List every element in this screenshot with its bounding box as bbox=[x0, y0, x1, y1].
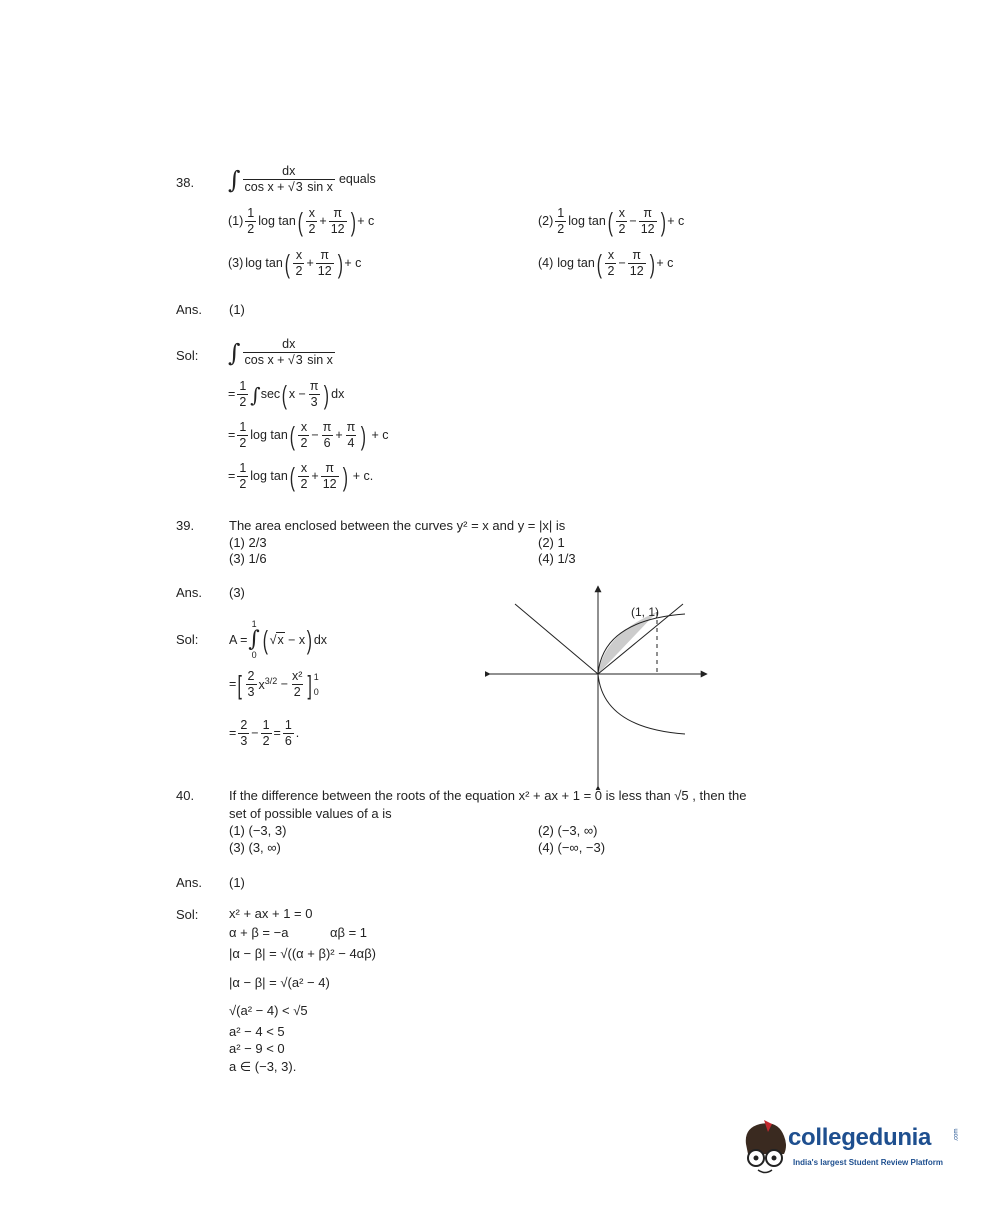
q38-sol-step-2: = $\frac{1}{2}$ ∫ sec ( x − $\frac{\pi}{3}$ ) dx bbox=[228, 379, 345, 410]
q38-ans-value: (1) bbox=[229, 302, 245, 317]
q38-option-1: (1) $\frac{1}{2}$ log tan ( $\frac{x}{2}$ + $\frac{\pi}{12}$ ) + c bbox=[228, 206, 375, 237]
q39-ans-value: (3) bbox=[229, 585, 245, 600]
q39-ans-label: Ans. bbox=[176, 585, 203, 600]
parabola-lower bbox=[598, 674, 685, 734]
q40-sol-line-8: a² − 9 < 0 bbox=[229, 1041, 285, 1056]
q40-sol-line-7: a² − 4 < 5 bbox=[229, 1024, 285, 1039]
brand-tagline: India's largest Student Review Platform bbox=[793, 1158, 943, 1167]
q40-ans-value: (1) bbox=[229, 875, 245, 890]
q40-option-2: (2) (−3, ∞) bbox=[538, 823, 598, 838]
q39-area-graph bbox=[485, 582, 715, 790]
q38-sol-label: Sol: bbox=[176, 348, 199, 363]
q39-option-1: (1) 2/3 bbox=[229, 535, 267, 550]
brand-com: .com bbox=[953, 1128, 960, 1142]
q40-text-line-1: If the difference between the roots of the equation x² + ax + 1 = 0 is less than √5 , then the bbox=[229, 788, 747, 803]
q39-sol-step-2: = [ $\frac{2}{3}$ $x^{3/2}$ − $\frac{\text{x²}}{2}$ ] 1 0 bbox=[229, 669, 319, 700]
q38-number: 38. bbox=[176, 175, 195, 190]
q39-option-4: (4) 1/3 bbox=[538, 551, 576, 566]
q40-option-3: (3) (3, ∞) bbox=[229, 840, 281, 855]
q38-option-2: (2) $\frac{1}{2}$ log tan ( $\frac{x}{2}$ − $\frac{\pi}{12}$ ) + c bbox=[538, 206, 685, 237]
q38-option-3: (3) log tan ( $\frac{x}{2}$ + $\frac{\pi}{12}$ ) + c bbox=[228, 248, 362, 279]
q39-number: 39. bbox=[176, 518, 195, 533]
q40-sol-line-1: x² + ax + 1 = 0 bbox=[229, 906, 313, 921]
q38-sol-step-3: = $\frac{1}{2}$ log tan ( $\frac{x}{2}$ − $\frac{\pi}{6}$ + $\frac{\pi}{4}$ ) + c bbox=[228, 420, 389, 451]
q40-sol-line-3: αβ = 1 bbox=[330, 925, 368, 940]
q40-option-1: (1) (−3, 3) bbox=[229, 823, 287, 838]
q38-sol-step-4: = $\frac{1}{2}$ log tan ( $\frac{x}{2}$ + $\frac{\pi}{12}$ ) + c. bbox=[228, 461, 374, 492]
brand-logo bbox=[738, 1112, 960, 1184]
q40-sol-line-5: |α − β| = √(a² − 4) bbox=[229, 975, 330, 990]
q39-sol-label: Sol: bbox=[176, 632, 199, 647]
q39-option-3: (3) 1/6 bbox=[229, 551, 267, 566]
q40-sol-line-2: α + β = −a bbox=[229, 925, 289, 940]
q40-sol-line-9: a ∈ (−3, 3). bbox=[229, 1059, 297, 1074]
shaded-area bbox=[598, 612, 657, 674]
brand-name: collegedunia bbox=[788, 1124, 932, 1151]
q40-sol-line-6: √(a² − 4) < √5 bbox=[229, 1003, 308, 1018]
q38-ans-label: Ans. bbox=[176, 302, 203, 317]
q38-equals: equals bbox=[338, 172, 376, 187]
q40-number: 40. bbox=[176, 788, 195, 803]
mascot-icon bbox=[738, 1118, 794, 1180]
q38-option-4: (4) log tan ( $\frac{x}{2}$ − $\frac{\pi}{12}$ ) + c bbox=[538, 248, 674, 279]
q39-option-2: (2) 1 bbox=[538, 535, 565, 550]
q39-sol-step-1: A = 1 ∫ 0 ( √x − x ) dx bbox=[229, 619, 328, 660]
q40-text-line-2: set of possible values of a is bbox=[229, 806, 392, 821]
q39-text: The area enclosed between the curves y² = x and y = |x| is bbox=[229, 518, 566, 533]
q40-ans-label: Ans. bbox=[176, 875, 203, 890]
q38-sol-step-1: ∫ $\frac{dx}{\text{cos x + √3 sin x}}$ bbox=[228, 337, 333, 368]
q40-sol-line-4: |α − β| = √((α + β)² − 4αβ) bbox=[229, 946, 377, 961]
line-y-equals-minus-x bbox=[515, 604, 598, 674]
point-label: (1, 1) bbox=[631, 605, 660, 619]
q40-sol-label: Sol: bbox=[176, 907, 199, 922]
q38-integral: ∫ $\frac{dx}{\text{cos x + √3 sin x}}$ equals bbox=[228, 164, 376, 195]
q40-option-4: (4) (−∞, −3) bbox=[538, 840, 606, 855]
q39-sol-step-3: = $\frac{2}{3}$ − $\frac{1}{2}$ = $\frac{1}{6}$ . bbox=[229, 718, 300, 749]
